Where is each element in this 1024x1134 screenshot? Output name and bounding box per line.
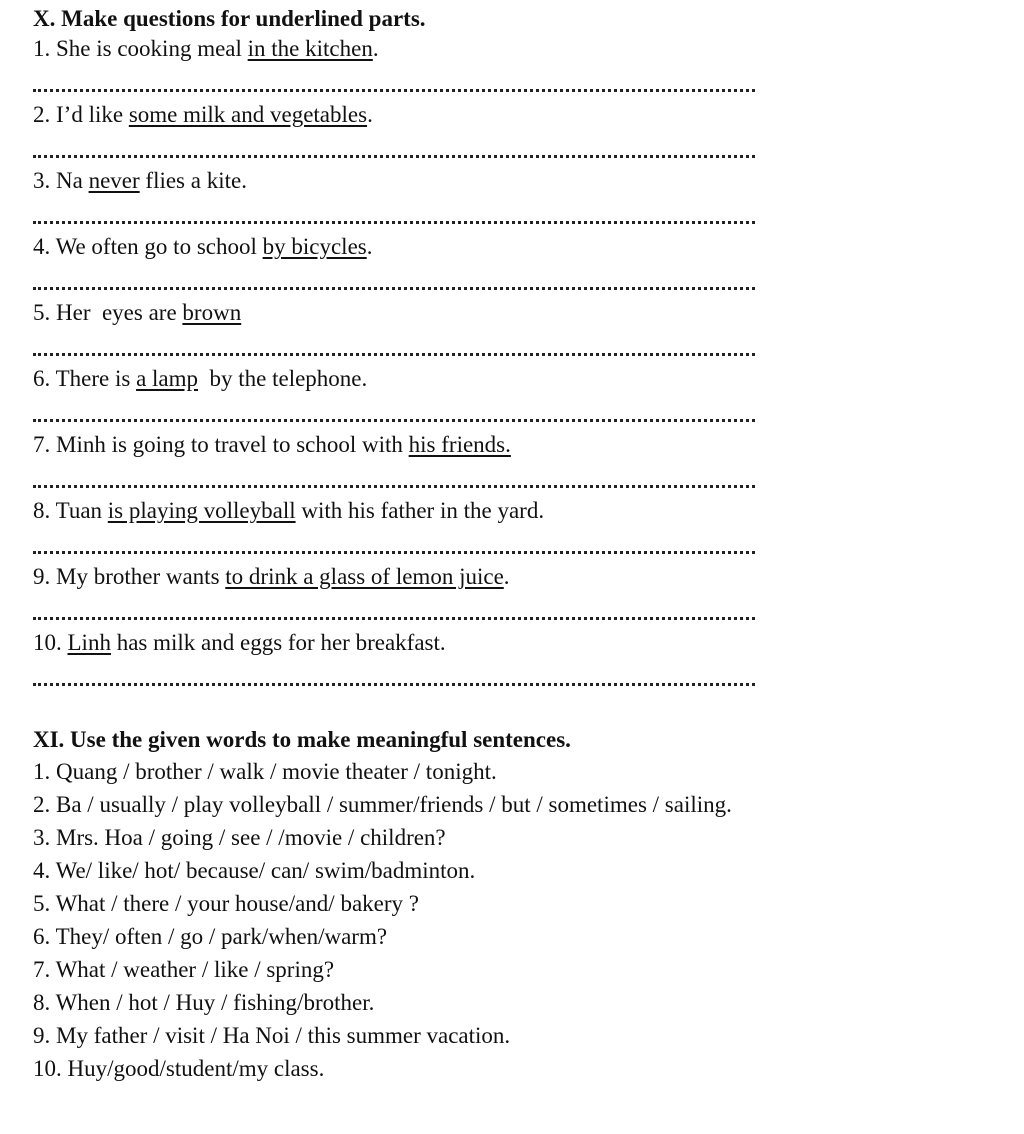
underlined-part: to drink a glass of lemon juice (225, 564, 504, 589)
question-3: 3. Na never flies a kite. (33, 168, 247, 193)
answer-line-8[interactable] (33, 526, 755, 562)
question-5: 5. Her eyes are brown (33, 300, 242, 325)
underlined-part: in the kitchen (247, 36, 373, 61)
sentence-item-1: 1. Quang / brother / walk / movie theater / tonight. (33, 759, 497, 784)
sentence-item-8: 8. When / hot / Huy / fishing/brother. (33, 990, 375, 1015)
question-7: 7. Minh is going to travel to school with his friends. (33, 432, 511, 457)
worksheet (33, 4, 993, 1085)
answer-line-9[interactable] (33, 592, 755, 628)
underlined-part: a lamp (136, 366, 199, 391)
section-x-title: X. Make questions for underlined parts. (33, 6, 426, 31)
sentence-item-9: 9. My father / visit / Ha Noi / this summer vacation. (33, 1023, 511, 1048)
question-6: 6. There is a lamp by the telephone. (33, 366, 368, 391)
question-10: 10. Linh has milk and eggs for her breakfast. (33, 630, 446, 655)
underlined-part: never (88, 168, 140, 193)
underlined-part: is playing volleyball (107, 498, 296, 523)
answer-line-1[interactable] (33, 64, 755, 100)
section-xi-title: XI. Use the given words to make meaningful sentences. (33, 727, 571, 752)
underlined-part: brown (182, 300, 242, 325)
underlined-part: some milk and vegetables (128, 102, 368, 127)
sentence-item-6: 6. They/ often / go / park/when/warm? (33, 924, 388, 949)
question-9: 9. My brother wants to drink a glass of lemon juice. (33, 564, 510, 589)
section-spacer (33, 694, 993, 725)
answer-line-10[interactable] (33, 658, 755, 694)
underlined-part: Linh (67, 630, 111, 655)
answer-line-2[interactable] (33, 130, 755, 166)
question-2: 2. I’d like some milk and vegetables. (33, 102, 373, 127)
sentence-item-3: 3. Mrs. Hoa / going / see / /movie / children? (33, 825, 446, 850)
sentence-item-7: 7. What / weather / like / spring? (33, 957, 335, 982)
sentence-item-10: 10. Huy/good/student/my class. (33, 1056, 325, 1081)
answer-line-3[interactable] (33, 196, 755, 232)
sentence-item-5: 5. What / there / your house/and/ bakery ? (33, 891, 419, 916)
question-4: 4. We often go to school by bicycles. (33, 234, 373, 259)
question-8: 8. Tuan is playing volleyball with his father in the yard. (33, 498, 545, 523)
answer-line-6[interactable] (33, 394, 755, 430)
underlined-part: by bicycles (262, 234, 367, 259)
answer-line-5[interactable] (33, 328, 755, 364)
sentence-item-4: 4. We/ like/ hot/ because/ can/ swim/badminton. (33, 858, 476, 883)
sentence-item-2: 2. Ba / usually / play volleyball / summer/friends / but / sometimes / sailing. (33, 792, 732, 817)
underlined-part: his friends. (408, 432, 511, 457)
answer-line-7[interactable] (33, 460, 755, 496)
answer-line-4[interactable] (33, 262, 755, 298)
question-1: 1. She is cooking meal in the kitchen. (33, 36, 379, 61)
